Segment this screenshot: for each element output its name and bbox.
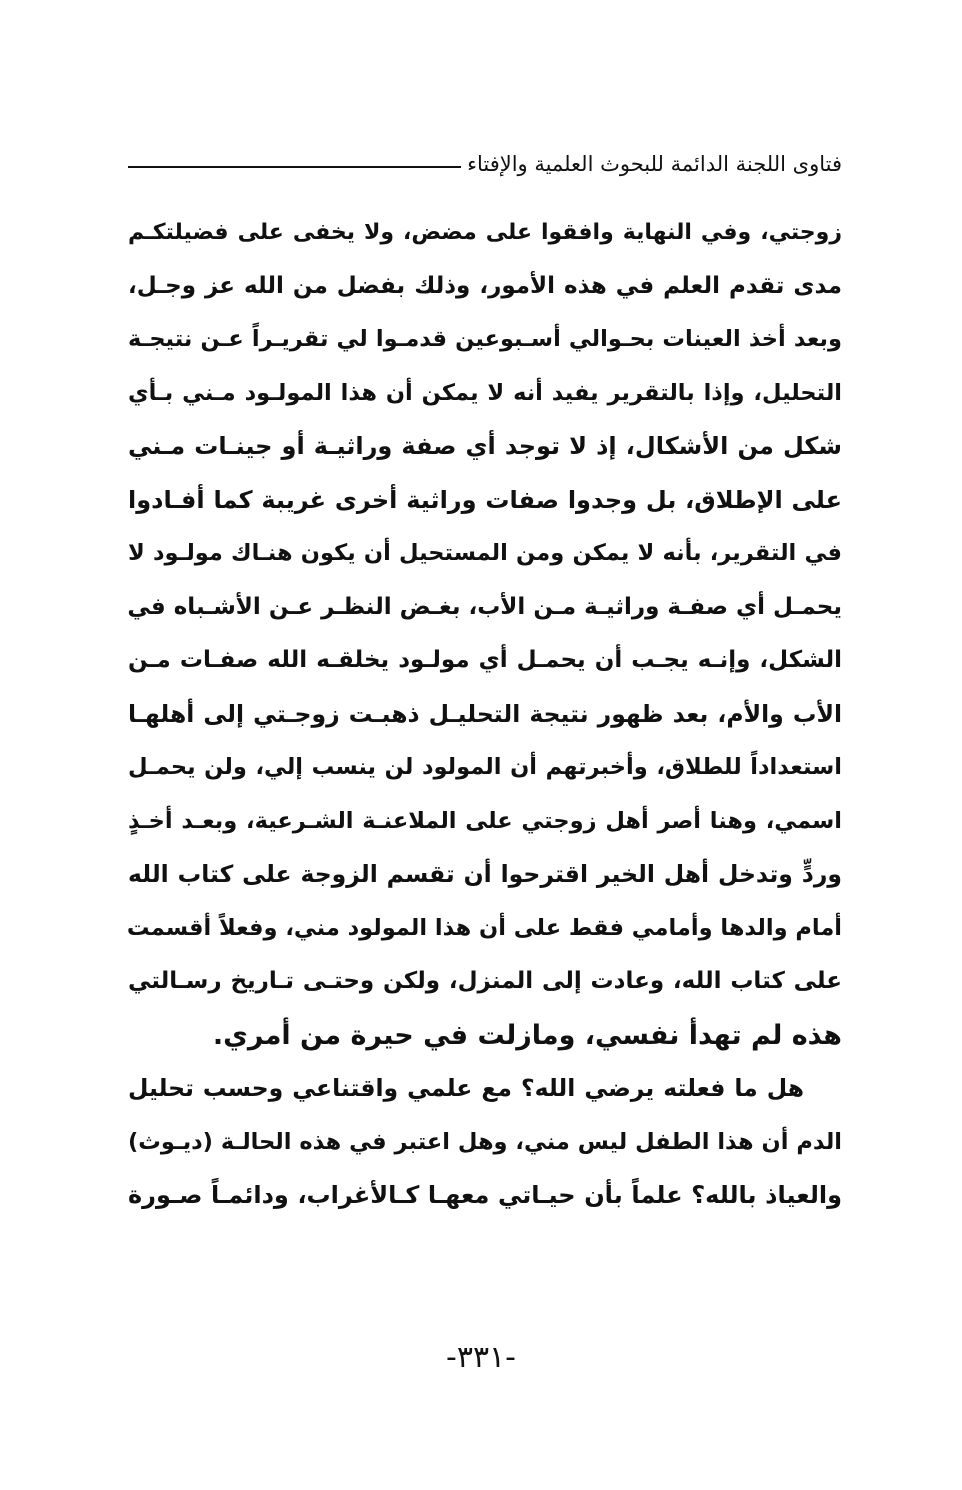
running-header: [128, 146, 842, 182]
text-line: وبعد أخذ العينات بحـوالي أسـبوعين قدمـوا لي تقريـراً عـن نتيجـة: [128, 326, 842, 352]
text-line: استعداداً للطلاق، وأخبرتهم أن المولود لن ينسب إلي، ولن يحمـل: [128, 754, 842, 780]
text-line: مدى تقدم العلم في هذه الأمور، وذلك بفضل من الله عز وجـل،: [128, 272, 842, 299]
text-line: التحليل، وإذا بالتقرير يفيد أنه لا يمكن أن هذا المولـود مـني بـأي: [128, 379, 842, 406]
paragraph-2: [128, 1062, 842, 1223]
header-title: فتاوى اللجنة الدائمة للبحوث العلمية والإفتاء: [467, 152, 842, 176]
paragraph-1: [128, 206, 842, 1062]
text-line: على كتاب الله، وعادت إلى المنزل، ولكن وحتـى تـاريخ رسـالتي: [128, 968, 842, 994]
text-line: الأب والأم، بعد ظهور نتيجة التحليـل ذهبـت زوجـتي إلى أهلهـا: [128, 699, 842, 728]
text-line: أمام والدها وأمامي فقط على أن هذا المولود مني، وفعلاً أقسمت: [126, 914, 842, 941]
body-text: [128, 206, 842, 1223]
text-line: في التقرير، بأنه لا يمكن ومن المستحيل أن يكون هنـاك مولـود لا: [128, 540, 842, 566]
text-line: اسمي، وهنا أصر أهل زوجتي على الملاعنـة الشـرعية، وبعـد أخـذٍ: [128, 807, 842, 834]
page-number: -٣٣١-: [446, 1340, 516, 1375]
text-line: الشكل، وإنـه يجـب أن يحمـل أي مولـود يخلقـه الله صفـات مـن: [128, 647, 842, 673]
text-line: والعياذ بالله؟ علماً بأن حيـاتي معهـا كـالأغراب، ودائمـاً صـورة: [128, 1181, 842, 1209]
text-line: الدم أن هذا الطفل ليس مني، وهل اعتبر في هذه الحالـة (ديـوث): [128, 1128, 842, 1155]
text-line: وردٍّ وتدخل أهل الخير اقترحوا أن تقسم الزوجة على كتاب الله: [128, 860, 842, 888]
text-line: هل ما فعلته يرضي الله؟ مع علمي واقتناعي وحسب تحليل: [128, 1074, 804, 1102]
text-line: على الإطلاق، بل وجدوا صفات وراثية أخرى غريبة كما أفـادوا: [128, 485, 842, 514]
text-line: هذه لم تهدأ نفسي، ومازلت في حيرة من أمري.: [212, 1019, 842, 1051]
header-rule: [128, 166, 461, 168]
text-line: يحمـل أي صفـة وراثيـة مـن الأب، بغـض النظـر عـن الأشـباه في: [127, 593, 842, 620]
text-line: شكل من الأشكال، إذ لا توجد أي صفة وراثيـة أو جينـات مـني: [128, 432, 842, 460]
text-line: زوجتي، وفي النهاية وافقوا على مضض، ولا يخفى على فضيلتكـم: [128, 220, 842, 245]
